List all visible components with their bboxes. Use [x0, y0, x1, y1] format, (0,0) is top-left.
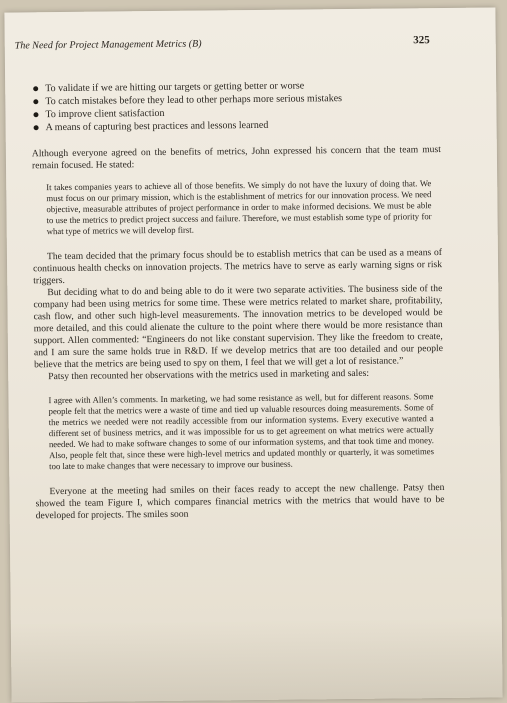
list-item: To improve client satisfaction [31, 104, 440, 121]
bullet-icon [34, 125, 39, 130]
block-quote: It takes companies years to achieve all of those benefits. We simply do not have the luxury of doing that. We must focus on our primary mission, which is the establishment of metrics for our innovation process. We need objective, measurable attributes of project performance in order to make informed decisions. We must be able to use the metrics to predict project success and failure. Therefore, we must establish some type of priority for what type of metrics we will develop first. [46, 178, 432, 237]
bullet-list [31, 78, 441, 134]
block-quote: I agree with Allen’s comments. In marketing, we had some resistance as well, but for different reasons. Some people felt that the metrics were a waste of time and tied up valuable resources doing measurements. Some of the metrics we needed were not readily accessible from our information systems. Every executive wanted a different set of business metrics, and it was impossible for us to get agreement on what metrics were actually needed. We had to make software changes to some of our information systems, and that took time and money. Also, people felt that, since these were high-level metrics and updated monthly or quarterly, it was sometimes too late to make changes that were necessary to improve our business. [48, 391, 435, 472]
paragraph: Patsy then recounted her observations with the metrics used in marketing and sales: [48, 367, 370, 383]
bullet-icon [33, 112, 38, 117]
page-body [31, 78, 445, 522]
list-item: To catch mistakes before they lead to other perhaps more serious mistakes [31, 91, 440, 108]
list-item: A means of capturing best practices and lessons learned [32, 117, 441, 134]
page-number: 325 [413, 34, 430, 47]
paragraph: Although everyone agreed on the benefits of metrics, John expressed his concern that the team must remain focused. He stated: [31, 144, 441, 172]
running-header: The Need for Project Management Metrics (B) [14, 38, 202, 52]
list-item: To validate if we are hitting our targets or getting better or worse [31, 78, 440, 95]
paragraph: The team decided that the primary focus should be to establish metrics that can be used as a means of continuous health checks on innovation projects. The metrics have to serve as early warning signs or risk triggers. [33, 247, 443, 287]
bullet-icon [33, 99, 38, 104]
paragraph: Everyone at the meeting had smiles on their faces ready to accept the new challenge. Patsy then showed the team Figure I, which compares financial metrics with the metrics that would have to be developed for projects. The smiles soon [35, 482, 445, 522]
bullet-icon [33, 86, 38, 91]
paragraph: But deciding what to do and being able to do it were two separate activities. The business side of the company had been using metrics for some time. These were metrics related to market share, profitability, cash flow, and other such high-level measurements. The innovation metrics to be developed would be more detailed, and this could alienate the culture to the point where there would be more resistance than support. Allen commented: “Engineers do not like constant supervision. They like the freedom to create, and I am sure the same holds true in R&D. If we develop metrics that are too detailed and our people believe that the metrics are being used to spy on them, I feel that we will get a lot of resistance.” [33, 283, 444, 371]
book-page [4, 7, 502, 702]
page-shadow [11, 617, 503, 702]
